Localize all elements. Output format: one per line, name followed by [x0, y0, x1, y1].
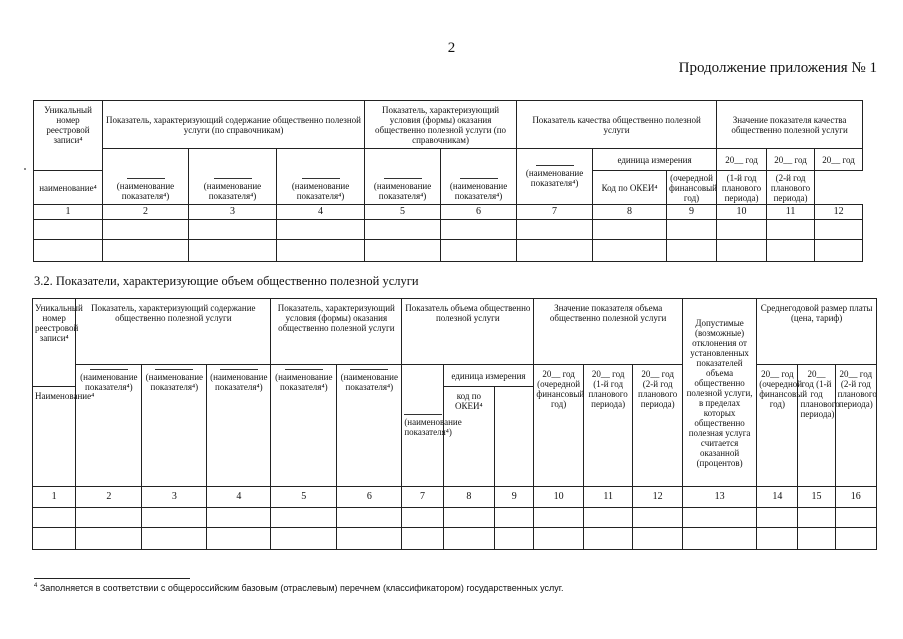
data-cell[interactable]	[277, 240, 365, 262]
data-cell[interactable]	[534, 528, 584, 550]
data-cell[interactable]	[835, 528, 876, 550]
column-number: 2	[103, 205, 189, 220]
data-cell[interactable]	[835, 508, 876, 528]
indicator-name-cell	[337, 365, 402, 487]
column-number: 1	[34, 205, 103, 220]
indicator-name-label: (наименование показателя⁴)	[80, 372, 138, 392]
column-number: 7	[402, 487, 443, 508]
data-cell[interactable]	[495, 508, 534, 528]
column-number: 5	[271, 487, 337, 508]
data-cell[interactable]	[33, 528, 76, 550]
indicator-name-cell	[517, 149, 593, 205]
unit-header: единица измерения	[593, 149, 717, 171]
year-header: 20__ год	[767, 149, 815, 171]
column-number: 9	[667, 205, 717, 220]
fee-year-header: 20__ год (1-й год планового периода)	[798, 365, 835, 487]
data-cell[interactable]	[207, 508, 271, 528]
indicator-name-label: (наименование показателя⁴)	[525, 168, 584, 188]
data-cell[interactable]	[337, 528, 402, 550]
allowed-deviation-header: Допустимые (возможные) отклонения от установленных показателей объема общественно полезной услуги, в пределах которых общественно полезная услуга считается оказанной (процентов)	[682, 299, 756, 487]
data-cell[interactable]	[517, 240, 593, 262]
unique-number-header: Уникальный номер реестровой записи⁴	[34, 101, 103, 171]
data-cell[interactable]	[815, 240, 863, 262]
volume-value-header: Значение показателя объема общественно полезной услуги	[534, 299, 683, 365]
empty-data-row	[34, 220, 863, 240]
indicator-name-label: (наименование показателя⁴)	[373, 181, 432, 201]
indicator-name-label: (наименование показателя⁴)	[275, 372, 333, 392]
column-number: 5	[365, 205, 441, 220]
volume-indicator-header: Показатель объема общественно полезной услуги	[402, 299, 534, 365]
volume-year-header: 20__ год (очередной финансовый год)	[534, 365, 584, 487]
data-cell[interactable]	[76, 528, 142, 550]
data-cell[interactable]	[76, 508, 142, 528]
footnote-mark: 4	[34, 583, 38, 589]
column-number: 10	[717, 205, 767, 220]
indicator-name-cell	[271, 365, 337, 487]
data-cell[interactable]	[667, 240, 717, 262]
unit-name-header: наименование⁴	[34, 171, 103, 205]
volume-indicators-table	[32, 298, 877, 550]
conditions-indicator-header: Показатель, характеризующий условия (формы) оказания общественно полезной услуги	[271, 299, 402, 365]
quality-indicator-header: Показатель качества общественно полезной услуги	[517, 101, 717, 149]
data-cell[interactable]	[441, 220, 517, 240]
empty-data-row	[33, 508, 877, 528]
column-number-row	[34, 205, 863, 220]
data-cell[interactable]	[441, 240, 517, 262]
fiscal-year-label: (2-й год планового периода)	[767, 171, 815, 205]
column-number: 13	[682, 487, 756, 508]
column-number: 11	[767, 205, 815, 220]
quality-indicators-table	[33, 100, 863, 262]
data-cell[interactable]	[365, 220, 441, 240]
data-cell[interactable]	[495, 528, 534, 550]
indicator-name-label: (наименование показателя⁴)	[210, 372, 268, 392]
column-number: 15	[798, 487, 835, 508]
data-cell[interactable]	[189, 240, 277, 262]
data-cell[interactable]	[33, 508, 76, 528]
data-cell[interactable]	[593, 240, 667, 262]
unit-header: единица измерения	[443, 365, 534, 387]
indicator-name-cell	[402, 365, 462, 487]
unique-number-header: Уникальный номер реестровой записи⁴	[33, 299, 76, 387]
data-cell[interactable]	[767, 240, 815, 262]
data-cell[interactable]	[633, 508, 683, 528]
column-number: 16	[835, 487, 876, 508]
column-number: 8	[443, 487, 495, 508]
indicator-name-label: (наименование показателя⁴)	[404, 417, 462, 437]
data-cell[interactable]	[593, 220, 667, 240]
column-number: 7	[517, 205, 593, 220]
conditions-indicator-header: Показатель, характеризующий условия (формы) оказания общественно полезной услуги (по справочникам)	[365, 101, 517, 149]
column-number: 10	[534, 487, 584, 508]
indicator-name-label: (наименование показателя⁴)	[340, 372, 398, 392]
data-cell[interactable]	[633, 528, 683, 550]
data-cell[interactable]	[402, 508, 443, 528]
footnote-divider	[34, 578, 190, 579]
data-cell[interactable]	[142, 508, 207, 528]
data-cell[interactable]	[337, 508, 402, 528]
data-cell[interactable]	[798, 528, 835, 550]
indicator-name-label: (наименование показателя⁴)	[145, 372, 204, 392]
data-cell[interactable]	[34, 220, 103, 240]
data-cell[interactable]	[365, 240, 441, 262]
section-title: 3.2. Показатели, характеризующие объем общественно полезной услуги	[34, 274, 419, 288]
column-number-row	[33, 487, 877, 508]
column-number: 11	[583, 487, 633, 508]
volume-year-header: 20__ год (2-й год планового периода)	[633, 365, 683, 487]
data-cell[interactable]	[717, 220, 767, 240]
data-cell[interactable]	[534, 508, 584, 528]
okei-code-header: Код по ОКЕИ⁴	[593, 171, 667, 205]
data-cell[interactable]	[667, 220, 717, 240]
data-cell[interactable]	[189, 220, 277, 240]
empty-data-row	[34, 240, 863, 262]
indicator-name-label: (наименование показателя⁴)	[449, 181, 508, 201]
indicator-name-cell	[189, 149, 277, 205]
data-cell[interactable]	[402, 528, 443, 550]
column-number: 3	[142, 487, 207, 508]
data-cell[interactable]	[277, 220, 365, 240]
fee-year-header: 20__ год (очередной финансовый год)	[757, 365, 798, 487]
indicator-name-cell	[365, 149, 441, 205]
data-cell[interactable]	[207, 528, 271, 550]
data-cell[interactable]	[767, 220, 815, 240]
data-cell[interactable]	[682, 508, 756, 528]
column-number: 8	[593, 205, 667, 220]
data-cell[interactable]	[443, 528, 495, 550]
data-cell[interactable]	[757, 508, 798, 528]
data-cell[interactable]	[757, 528, 798, 550]
okei-code-header: код по ОКЕИ⁴	[443, 387, 495, 487]
fiscal-year-label: (1-й год планового периода)	[717, 171, 767, 205]
indicator-name-label: (наименование показателя⁴)	[203, 181, 262, 201]
year-header: 20__ год	[815, 149, 863, 171]
quality-value-header: Значение показателя качества общественно полезной услуги	[717, 101, 863, 149]
indicator-name-cell	[277, 149, 365, 205]
column-number: 6	[441, 205, 517, 220]
data-cell[interactable]	[142, 528, 207, 550]
data-cell[interactable]	[717, 240, 767, 262]
indicator-name-cell	[441, 149, 517, 205]
data-cell[interactable]	[103, 220, 189, 240]
content-indicator-header: Показатель, характеризующий содержание общественно полезной услуги (по справочникам)	[103, 101, 365, 149]
fee-year-header: 20__ год (2-й год планового периода)	[835, 365, 876, 487]
data-cell[interactable]	[682, 528, 756, 550]
data-cell[interactable]	[271, 528, 337, 550]
data-cell[interactable]	[34, 240, 103, 262]
indicator-name-cell	[207, 365, 271, 487]
column-number: 12	[633, 487, 683, 508]
content-indicator-header: Показатель, характеризующий содержание общественно полезной услуги	[76, 299, 271, 365]
footnote	[34, 583, 563, 593]
fiscal-year-label: (очередной финансовый год)	[667, 171, 717, 205]
column-number: 4	[207, 487, 271, 508]
stray-dot	[24, 168, 26, 170]
data-cell[interactable]	[517, 220, 593, 240]
data-cell[interactable]	[271, 508, 337, 528]
footnote-text: Заполняется в соответствии с общероссийским базовым (отраслевым) перечнем (классификатором) государственных услуг.	[39, 583, 564, 593]
continuation-heading: Продолжение приложения № 1	[678, 60, 877, 76]
year-header: 20__ год	[717, 149, 767, 171]
avg-fee-header: Среднегодовой размер платы (цена, тариф)	[757, 299, 877, 365]
column-number: 14	[757, 487, 798, 508]
data-cell[interactable]	[103, 240, 189, 262]
column-number: 4	[277, 205, 365, 220]
empty-data-row	[33, 528, 877, 550]
column-number: 2	[76, 487, 142, 508]
page-number: 2	[447, 40, 456, 56]
data-cell[interactable]	[798, 508, 835, 528]
unit-name-header: Наименование⁴	[33, 387, 76, 487]
indicator-name-cell	[103, 149, 189, 205]
indicator-name-cell	[142, 365, 207, 487]
indicator-name-cell	[76, 365, 142, 487]
volume-year-header: 20__ год (1-й год планового периода)	[583, 365, 633, 487]
column-number: 6	[337, 487, 402, 508]
indicator-name-label: (наименование показателя⁴)	[116, 181, 175, 201]
column-number: 1	[33, 487, 76, 508]
data-cell[interactable]	[583, 528, 633, 550]
data-cell[interactable]	[583, 508, 633, 528]
column-number: 3	[189, 205, 277, 220]
data-cell[interactable]	[815, 220, 863, 240]
column-number: 9	[495, 487, 534, 508]
indicator-name-label: (наименование показателя⁴)	[291, 181, 350, 201]
data-cell[interactable]	[443, 508, 495, 528]
column-number: 12	[815, 205, 863, 220]
